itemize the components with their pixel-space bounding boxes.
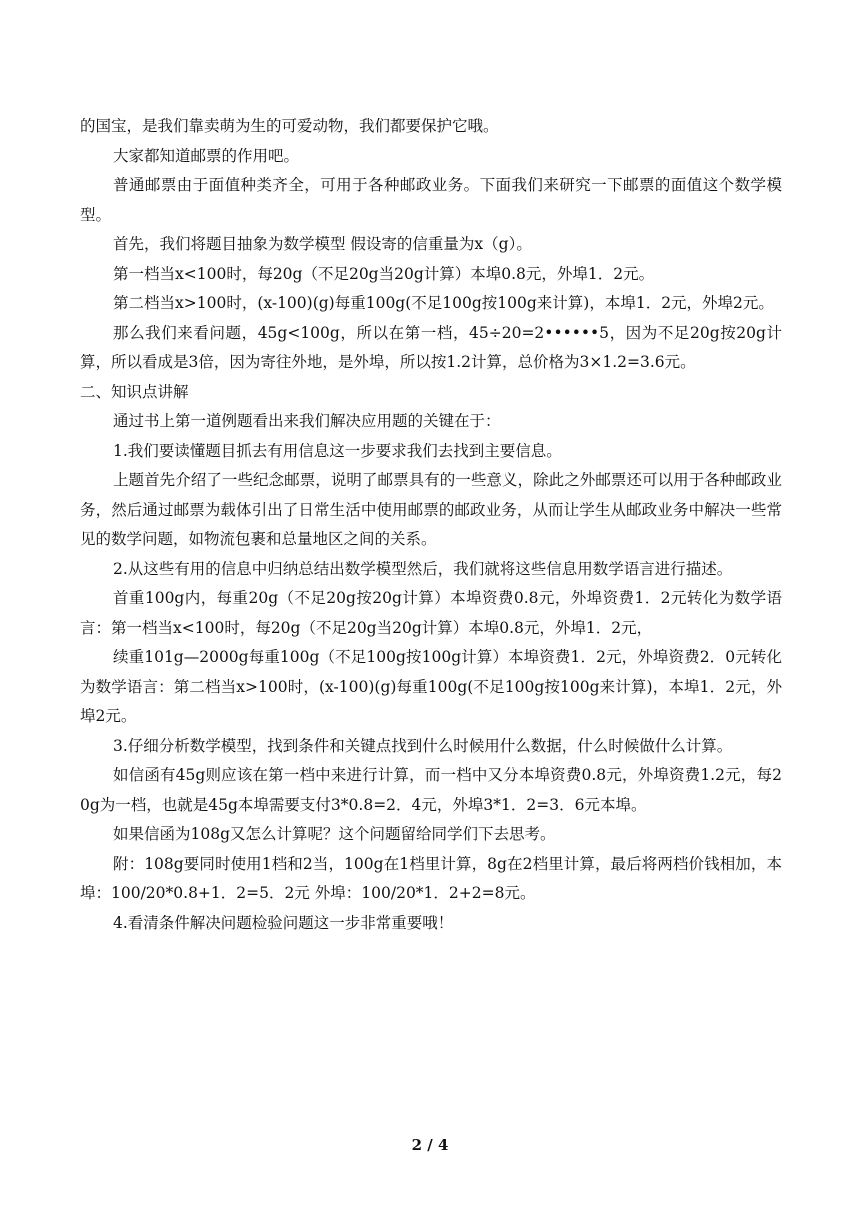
paragraph: 大家都知道邮票的作用吧。 (113, 146, 300, 165)
section-heading: 二、知识点讲解 (80, 382, 189, 401)
paragraph: 1.我们要读懂题目抓去有用信息这一步要求我们去找到主要信息。 (113, 441, 562, 460)
paragraph: 2.从这些有用的信息中归纳总结出数学模型然后，我们就将这些信息用数学语言进行描述。 (113, 559, 733, 578)
paragraph: 的国宝，是我们靠卖萌为生的可爱动物，我们都要保护它哦。 (80, 117, 499, 135)
paragraph: 续重101g—2000g每重100g（不足100g按100g计算）本埠资费1．2元，外埠资费2．0元转化为数学语言：第二档当x>100时，(x-100)(g)每重100g(不足100g按100g来计算)，本埠1．2元，外埠2元。 (80, 648, 782, 725)
paragraph: 第一档当x<100时，每20g（不足20g当20g计算）本埠0.8元，外埠1．2元。 (113, 264, 655, 283)
paragraph: 如果信函为108g又怎么计算呢？这个问题留给同学们下去思考。 (113, 825, 556, 843)
paragraph: 那么我们来看问题，45g<100g，所以在第一档，45÷20=2••••••5，因为不足20g按20g计算，所以看成是3倍，因为寄往外地，是外埠，所以按1.2计算，总价格为3×1.2=3.6元。 (80, 323, 782, 371)
paragraph: 通过书上第一道例题看出来我们解决应用题的关键在于： (113, 412, 501, 430)
paragraph: 普通邮票由于面值种类齐全，可用于各种邮政业务。下面我们来研究一下邮票的面值这个数学模型。 (80, 176, 782, 224)
paragraph: 首先，我们将题目抽象为数学模型 假设寄的信重量为x（g）。 (113, 235, 532, 253)
paragraph: 上题首先介绍了一些纪念邮票，说明了邮票具有的一些意义，除此之外邮票还可以用于各种邮政业务，然后通过邮票为载体引出了日常生活中使用邮票的邮政业务，从而让学生从邮政业务中解决一些常见的数学问题，如物流包裹和总量地区之间的关系。 (80, 471, 782, 548)
paragraph: 首重100g内，每重20g（不足20g按20g计算）本埠资费0.8元，外埠资费1．2元转化为数学语言：第一档当x<100时，每20g（不足20g当20g计算）本埠0.8元，外埠1．2元， (80, 589, 782, 637)
paragraph: 3.仔细分析数学模型，找到条件和关键点找到什么时候用什么数据，什么时候做什么计算。 (113, 736, 733, 755)
document-body (80, 112, 782, 938)
paragraph: 4.看清条件解决问题检验问题这一步非常重要哦！ (113, 913, 454, 932)
paragraph: 附：108g要同时使用1档和2当，100g在1档里计算，8g在2档里计算，最后将两档价钱相加，本埠：100/20*0.8+1．2=5．2元 外埠：100/20*1．2+2=8元。 (80, 854, 782, 902)
page-number: 2 / 4 (411, 1136, 449, 1154)
paragraph: 如信函有45g则应该在第一档中来进行计算，而一档中又分本埠资费0.8元，外埠资费1.2元，每20g为一档，也就是45g本埠需要支付3*0.8=2．4元，外埠3*1．2=3．6元本埠。 (80, 766, 782, 814)
paragraph: 第二档当x>100时，(x-100)(g)每重100g(不足100g按100g来计算)，本埠1．2元，外埠2元。 (113, 294, 774, 312)
